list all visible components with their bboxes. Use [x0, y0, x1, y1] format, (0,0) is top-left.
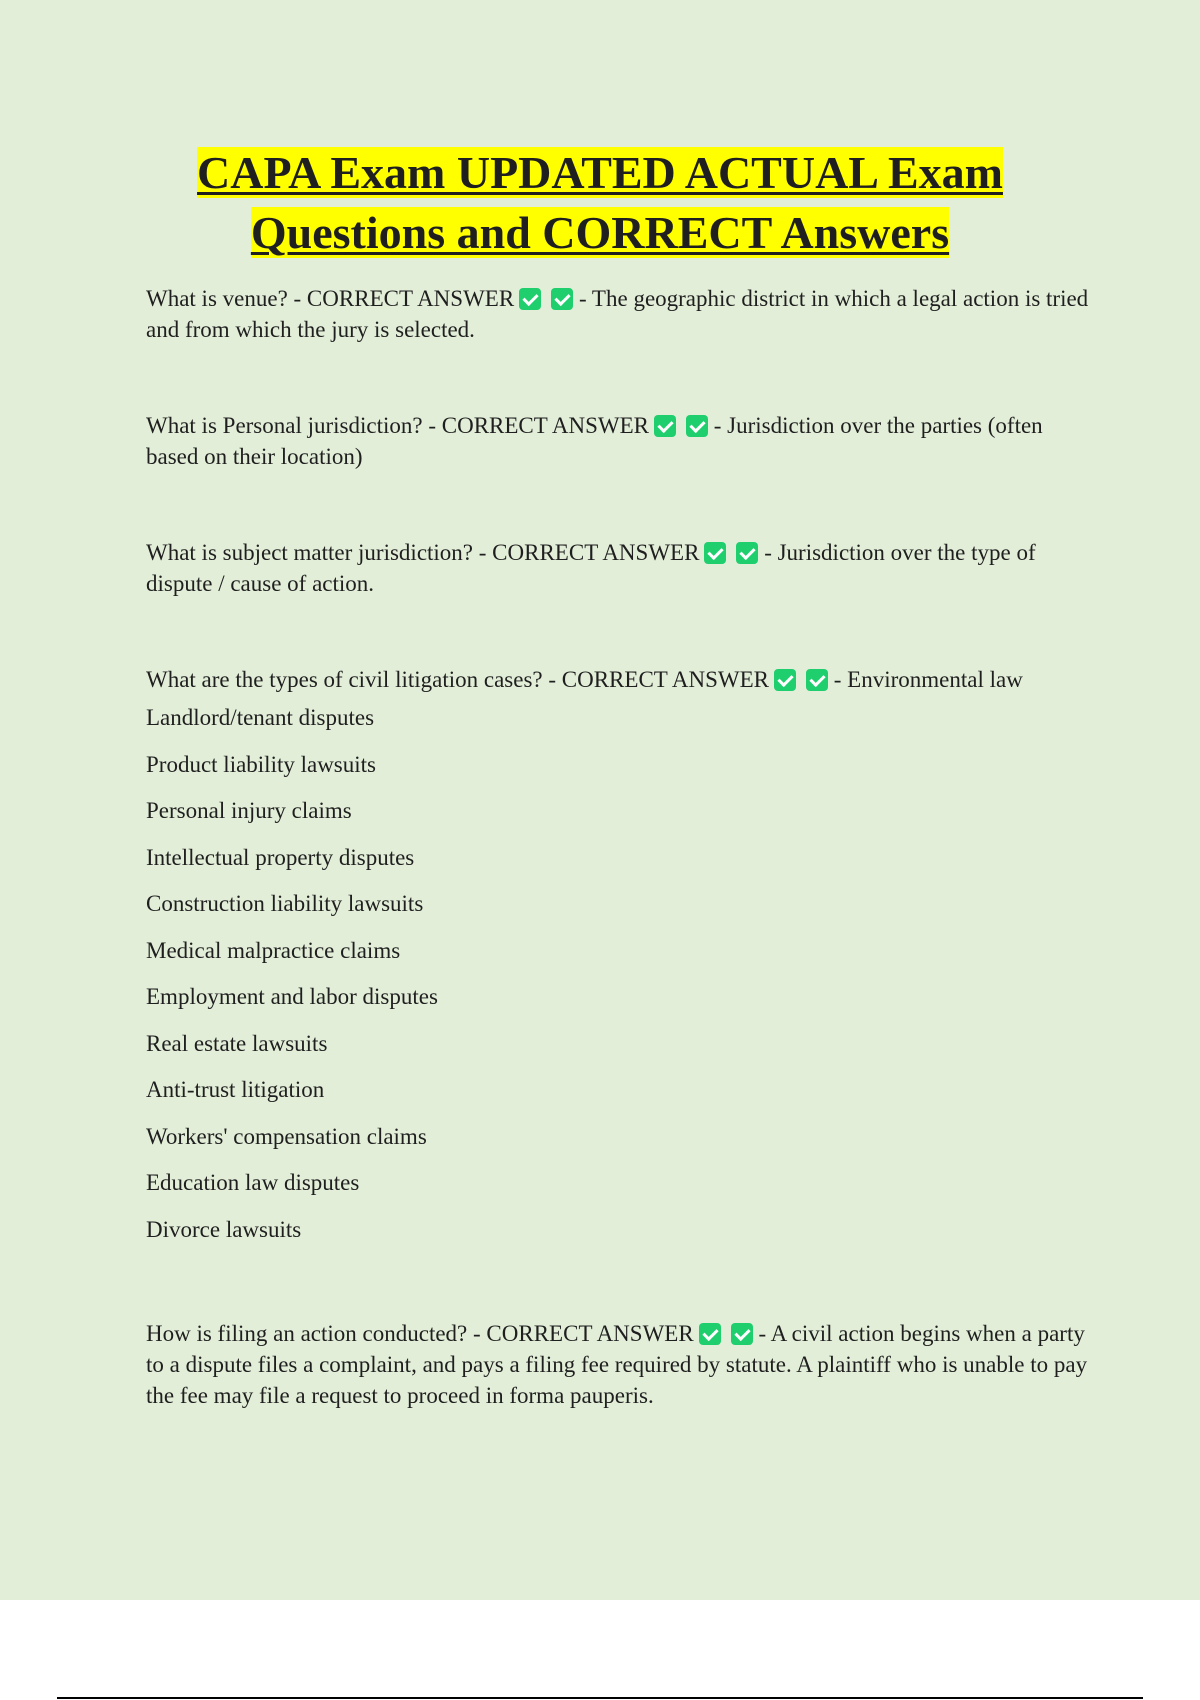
list-item: Construction liability lawsuits — [146, 891, 424, 916]
checkmark-icon — [774, 669, 796, 691]
qa-content — [146, 283, 1091, 1476]
question-text: What is Personal jurisdiction? - CORRECT ANSWER — [146, 413, 649, 438]
question-text: What is venue? - CORRECT ANSWER — [146, 286, 515, 311]
footer-divider — [57, 1697, 1143, 1699]
qa-item-personal-jurisdiction — [146, 410, 1091, 472]
checkmark-icon — [686, 415, 708, 437]
qa-item-venue — [146, 283, 1091, 345]
qa-item-civil-litigation-types — [146, 664, 1091, 695]
answer-text: - A civil action begins when a party to a dispute files a complaint, and pays a filing fee required by statute. A plaintiff who is unable to pay the fee may file a request to proceed in forma pauperis. — [146, 1321, 1088, 1408]
checkmark-icon — [699, 1323, 721, 1345]
checkmark-icon — [806, 669, 828, 691]
list-item: Anti-trust litigation — [146, 1077, 325, 1102]
checkmark-icon — [654, 415, 676, 437]
list-item: Landlord/tenant disputes — [146, 705, 375, 730]
list-item: Personal injury claims — [146, 798, 352, 823]
list-item: Real estate lawsuits — [146, 1030, 328, 1056]
qa-item-filing-action — [146, 1318, 1091, 1411]
checkmark-icon — [731, 1323, 753, 1345]
list-item: Education law disputes — [146, 1170, 360, 1195]
answer-text: - The geographic district in which a legal action is tried and from which the jury is selected. — [146, 286, 1089, 342]
answer-text: - Environmental law — [833, 667, 1023, 692]
checkmark-icon — [736, 542, 758, 564]
question-text: What are the types of civil litigation cases? - CORRECT ANSWER — [146, 667, 770, 692]
title-line-1: CAPA Exam UPDATED ACTUAL Exam — [197, 147, 1003, 198]
list-item: Employment and labor disputes — [146, 984, 438, 1009]
list-item: Product liability lawsuits — [146, 751, 376, 777]
list-item: Medical malpractice claims — [146, 937, 401, 963]
list-item: Divorce lawsuits — [146, 1216, 302, 1242]
qa-item-subject-matter-jurisdiction — [146, 537, 1091, 599]
answer-text: - Jurisdiction over the type of dispute / cause of action. — [146, 540, 1036, 596]
question-text: How is filing an action conducted? - CORRECT ANSWER — [146, 1321, 694, 1346]
document-title — [100, 143, 1100, 263]
title-line-2: Questions and CORRECT Answers — [250, 207, 950, 258]
answer-text: - Jurisdiction over the parties (often based on their location) — [146, 413, 1043, 469]
checkmark-icon — [704, 542, 726, 564]
civil-litigation-list — [146, 695, 1091, 1253]
checkmark-icon — [519, 288, 541, 310]
list-item: Workers' compensation claims — [146, 1123, 427, 1149]
question-text: What is subject matter jurisdiction? - CORRECT ANSWER — [146, 540, 700, 565]
list-item: Intellectual property disputes — [146, 844, 415, 870]
checkmark-icon — [551, 288, 573, 310]
